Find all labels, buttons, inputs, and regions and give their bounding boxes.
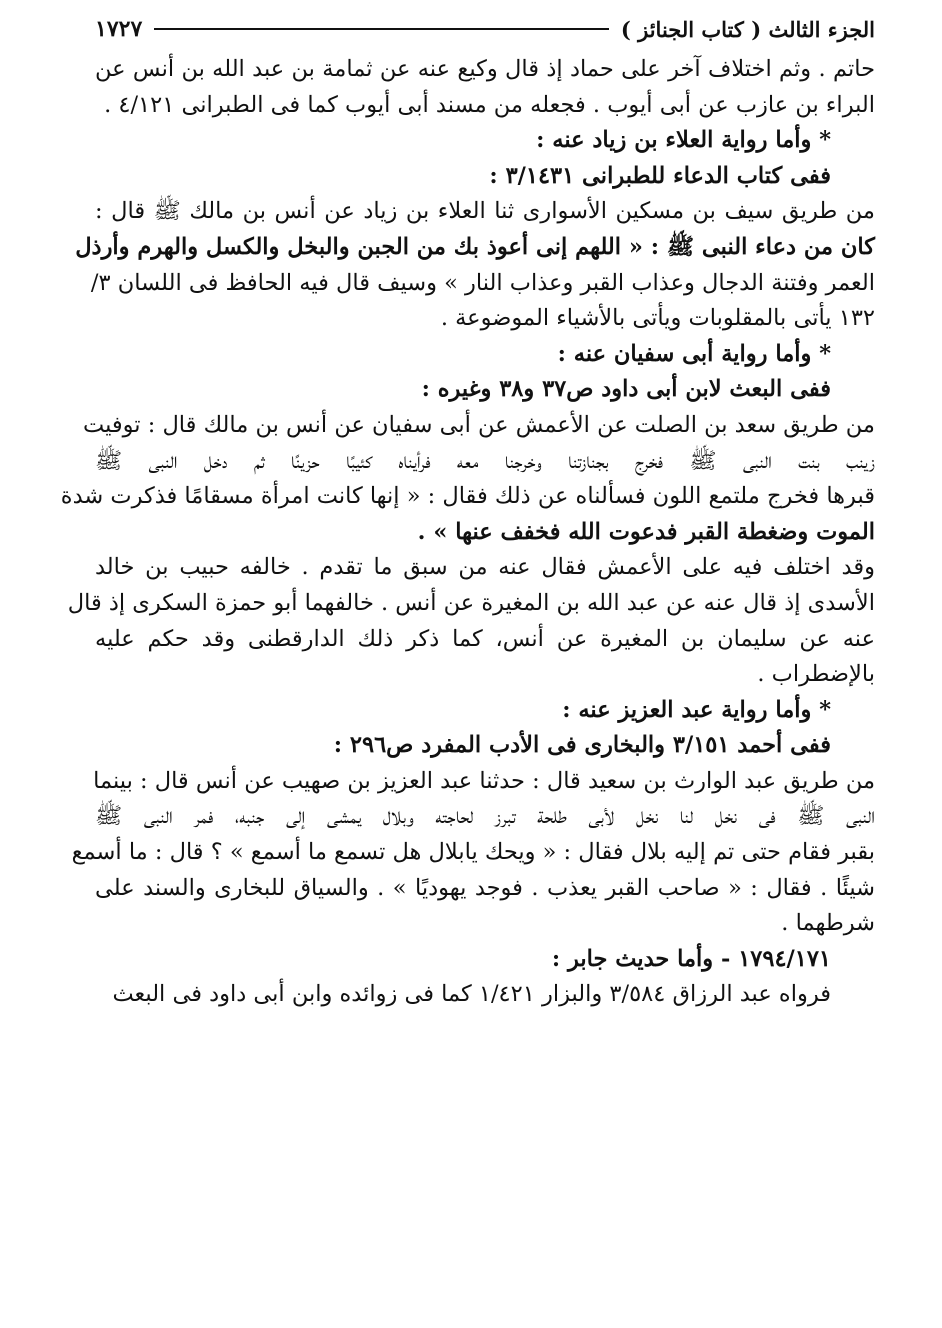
text-line: ١٣٢ يأتى بالمقلوبات ويأتى بالأشياء الموضوعة . bbox=[440, 305, 875, 332]
running-header bbox=[95, 12, 875, 46]
section-heading: * وأما رواية العلاء بن زياد عنه : bbox=[536, 127, 831, 154]
text-line: قبرها فخرج ملتمع اللون فسألناه عن ذلك فقال : « إنها كانت امرأة مسقامًا فذكرت شدة bbox=[60, 483, 875, 510]
page-body bbox=[60, 52, 875, 1013]
text-line: شرطهما . bbox=[781, 910, 875, 937]
section-heading: * وأما رواية أبى سفيان عنه : bbox=[557, 340, 831, 367]
text-line: فرواه عبد الرزاق ٣/٥٨٤ والبزار ١/٤٢١ كما فى زوائده وابن أبى داود فى البعث bbox=[112, 981, 831, 1008]
source-line: ففى البعث لابن أبى داود ص٣٧ و٣٨ وغيره : bbox=[421, 376, 831, 403]
text-line: عنه عن سليمان بن المغيرة عن أنس، كما ذكر ذلك الدارقطنى وقد حكم عليه bbox=[95, 625, 875, 652]
text-line: بقبر فقام حتى تم إليه بلال فقال : « ويحك يابلال هل تسمع ما أسمع » ؟ قال : ما أسمع bbox=[71, 839, 875, 866]
text-line: وقد اختلف فيه على الأعمش فقال عنه من سبق ما تقدم . خالفه حبيب بن خالد bbox=[95, 554, 875, 581]
source-line: ففى كتاب الدعاء للطبرانى ٣/١٤٣١ : bbox=[489, 162, 831, 189]
section-heading: * وأما رواية عبد العزيز عنه : bbox=[562, 696, 831, 723]
text-line: من طريق سيف بن مسكين الأسوارى ثنا العلاء بن زياد عن أنس بن مالك ﷺ قال : bbox=[95, 198, 875, 225]
text-line: النبى ﷺ فى نخل لنا نخل لأبى طلحة تبرز لحاجته وبلال يمشى إلى جنبه، فمر النبى ﷺ bbox=[95, 803, 875, 830]
text-line: كان من دعاء النبى ﷺ : « اللهم إنى أعوذ بك من الجبن والبخل والكسل والهرم وأرذل bbox=[75, 233, 875, 260]
text-line: الأسدى إذ قال عنه عن عبد الله بن المغيرة عن أنس . خالفهما أبو حمزة السكرى إذ قال bbox=[67, 589, 875, 616]
text-line: حاتم . وثم اختلاف آخر على حماد إذ قال وكيع عنه عن ثمامة بن عبد الله بن أنس عن bbox=[95, 56, 875, 82]
page-number: ١٧٢٧ bbox=[95, 16, 143, 42]
text-line: زينب بنت النبى ﷺ فخرج بجنازتنا وخرجنا معه فرأيناه كئيبًا حزينًا ثم دخل النبى ﷺ bbox=[95, 447, 875, 474]
header-title: الجزء الثالث ( كتاب الجنائز ) bbox=[620, 16, 875, 42]
text-line: شيئًا . فقال : « صاحب القبر يعذب . فوجد يهوديًا » . والسياق للبخارى والسند على bbox=[95, 874, 875, 901]
header-rule bbox=[154, 28, 609, 30]
text-line: بالإضطراب . bbox=[757, 661, 875, 688]
text-line: من طريق سعد بن الصلت عن الأعمش عن أبى سفيان عن أنس بن مالك قال : توفيت bbox=[83, 411, 875, 438]
text-line: الموت وضغطة القبر فدعوت الله فخفف عنها » . bbox=[417, 518, 875, 545]
text-line: العمر وفتنة الدجال وعذاب القبر وعذاب النار » وسيف قال فيه الحافظ فى اللسان ٣/ bbox=[90, 269, 875, 296]
section-heading: ١٧٩٤/١٧١ - وأما حديث جابر : bbox=[551, 945, 831, 972]
text-line: البراء بن عازب عن أبى أيوب . فجعله من مسند أبى أيوب كما فى الطبرانى ٤/١٢١ . bbox=[104, 91, 875, 118]
text-line: من طريق عبد الوارث بن سعيد قال : حدثنا عبد العزيز بن صهيب عن أنس قال : بينما bbox=[93, 767, 875, 794]
source-line: ففى أحمد ٣/١٥١ والبخارى فى الأدب المفرد ص٢٩٦ : bbox=[333, 732, 831, 759]
document-page bbox=[60, 12, 875, 1312]
